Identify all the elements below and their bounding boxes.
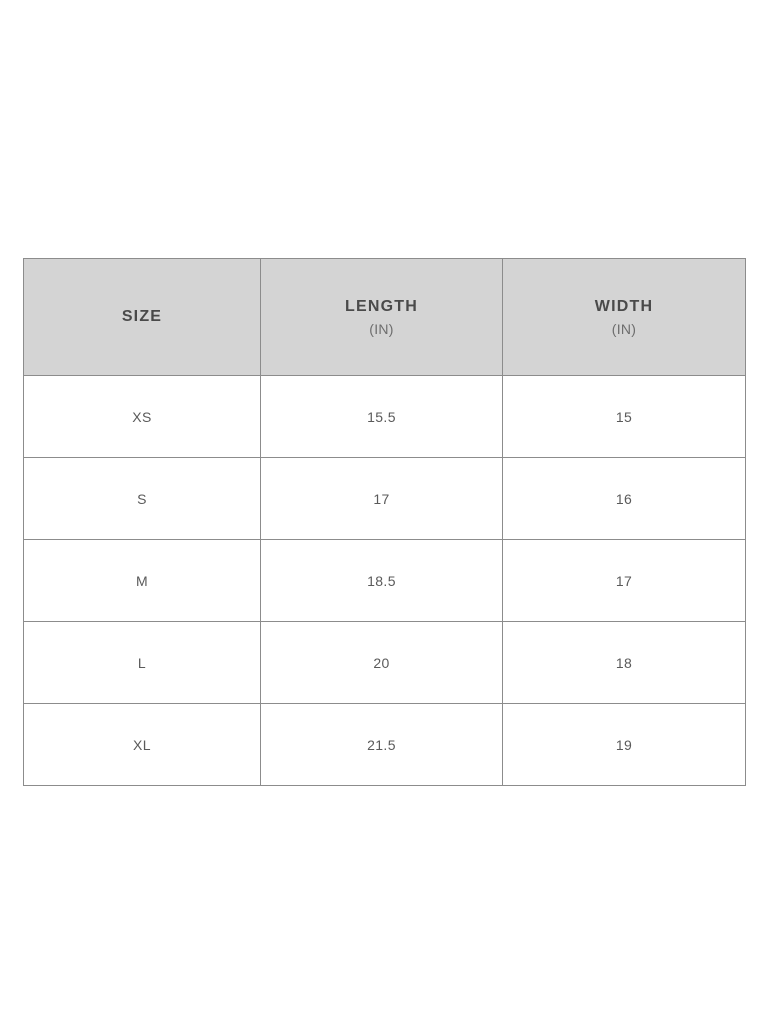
table-row xyxy=(24,540,746,622)
table-body xyxy=(24,376,746,786)
cell-length: 17 xyxy=(261,458,503,540)
table-row xyxy=(24,622,746,704)
column-header-length-unit: (IN) xyxy=(369,320,394,337)
size-chart-container xyxy=(23,258,745,786)
column-header-width xyxy=(503,259,746,376)
cell-size: XL xyxy=(24,704,261,786)
table-header xyxy=(24,259,746,376)
table-row xyxy=(24,376,746,458)
cell-size: M xyxy=(24,540,261,622)
column-header-length xyxy=(261,259,503,376)
header-row xyxy=(24,259,746,376)
column-header-width-label: WIDTH xyxy=(594,297,654,315)
column-header-size xyxy=(24,259,261,376)
column-header-size-label: SIZE xyxy=(121,308,163,326)
cell-width: 16 xyxy=(503,458,746,540)
table-row xyxy=(24,704,746,786)
cell-size: S xyxy=(24,458,261,540)
cell-length: 15.5 xyxy=(261,376,503,458)
column-header-width-unit: (IN) xyxy=(611,320,637,337)
cell-width: 19 xyxy=(503,704,746,786)
column-header-length-label: LENGTH xyxy=(345,297,418,315)
cell-size: XS xyxy=(24,376,261,458)
cell-length: 21.5 xyxy=(261,704,503,786)
size-chart-table xyxy=(23,258,746,786)
cell-width: 18 xyxy=(503,622,746,704)
cell-width: 17 xyxy=(503,540,746,622)
table-row xyxy=(24,458,746,540)
cell-size: L xyxy=(24,622,261,704)
cell-length: 18.5 xyxy=(261,540,503,622)
cell-length: 20 xyxy=(261,622,503,704)
cell-width: 15 xyxy=(503,376,746,458)
